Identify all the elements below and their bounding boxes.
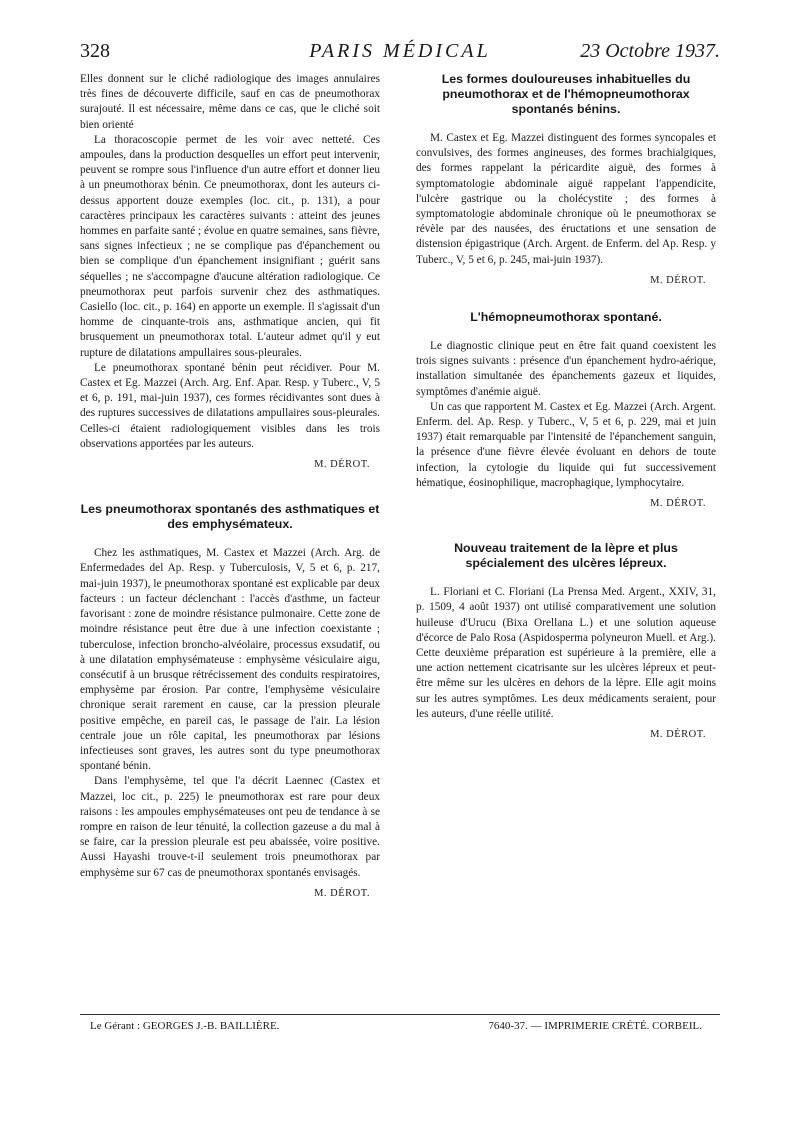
signature: M. DÉROT. — [650, 274, 706, 286]
signature: M. DÉROT. — [650, 498, 706, 510]
left-column — [80, 72, 380, 901]
paragraph: La thoracoscopie permet de les voir avec netteté. Ces ampoules, dans la production desquelles un effort peut intervenir, peuvent se rompre sous l'influence d'un autre effort et donner lieu à un pneumothorax bénin. Ce pneumothorax, dont les auteurs ci-dessus apportent douze exemples (loc. cit., p. 131), a pour caractères principaux les caractères suivants : atteint des jeunes hommes en parfaite santé ; évolue en quatre semaines, sans fièvre, sans signes infectieux ; ne se complique pas d'épanchement ou bien se complique d'un épanchement insignifiant ; guérit sans séquelles ; ne s'accompagne d'aucune altération radiologique. Ce pneumothorax peut parfois survenir chez des asthmatiques. Casiello (loc. cit., p. 164) en apporte un exemple. Il s'agissait d'un homme de cinquante-trois ans, asthmatique ancien, qui fit brusquement un pneumothorax total. L'auteur admet qu'il y eut rupture de dilatations ampullaires sous-pleurales. — [80, 133, 380, 359]
section-heading: Les formes douloureuses inhabituelles du pneumothorax et de l'hémopneumothorax spontanés bénins. — [441, 72, 691, 116]
journal-title: PARIS MÉDICAL — [309, 40, 491, 62]
footer-printer: 7640-37. — IMPRIMERIE CRÉTÉ. CORBEIL. — [488, 1020, 702, 1032]
paragraph: Dans l'emphysème, tel que l'a décrit Laennec (Castex et Mazzei, loc cit., p. 225) le pneumothorax est rare pour deux raisons : les ampoules emphysémateuses ont peu de tendance à se rompre en raison de leur ténuité, la collection gazeuse a du mal à se faire, car la pression pleurale est peu abaissée, voire positive. Aussi Hayashi trouve-t-il seulement trois pneumothorax par emphysème sur 67 cas de pneumothorax spontanés envisagés. — [80, 775, 380, 879]
paragraph: L. Floriani et C. Floriani (La Prensa Med. Argent., XXIV, 31, p. 1509, 4 août 1937) ont utilisé comparativement une solution huileuse d'Urucu (Bixa Orellana L.) et une solution aqueuse d'écorce de Palo Rosa (Aspidosperma polyneuron Muell. et Arg.). Cette deuxième préparation est supérieure à la première, elle a une action nettement cicatrisante sur les ulcères lépreux et peut-être même sur les ulcères en dehors de la lèpre. Elle agit moins sur les autres symptômes. Les deux médicaments seraient, pour les auteurs, d'une réelle utilité. — [416, 586, 716, 720]
section-heading: Nouveau traitement de la lèpre et plus spécialement des ulcères lépreux. — [454, 541, 678, 571]
paragraph: Le diagnostic clinique peut en être fait quand coexistent les trois signes suivants : présence d'un épanchement hydro-aérique, installation simultanée des épanchements gazeux et liquides, symptômes d'anémie aiguë. — [416, 340, 716, 398]
paragraph: M. Castex et Eg. Mazzei distinguent des formes syncopales et convulsives, des formes angineuses, des formes brachialgiques, des formes rappelant la péricardite aiguë, des formes à symptomatologie abdominale aiguë rappelant l'appendicite, l'ulcère gastrique ou la cholécystite ; des formes à symptomatologie abdominale chronique où le pneumothorax se révèle par des nausées, des éructations et une sensation de distension épigastrique (Arch. Argent. de Enferm. del Ap. Resp. y Tuberc., V, 5 et 6, p. 245, mai-juin 1937). — [416, 132, 716, 266]
right-column — [416, 72, 716, 742]
section-heading: Les pneumothorax spontanés des asthmatiques et des emphysémateux. — [80, 502, 380, 532]
paragraph: Le pneumothorax spontané bénin peut récidiver. Pour M. Castex et Eg. Mazzei (Arch. Arg. Enf. Apar. Resp. y Tuberc., V, 5 et 6, p. 191, mai-juin 1937), ces formes récidivantes sont dues à des ruptures successives de dilatations ampullaires sous-pleurales. Celles-ci étaient radiologiquement visibles dans les trois observations apportées par les auteurs. — [80, 361, 380, 450]
paragraph: Chez les asthmatiques, M. Castex et Mazzei (Arch. Arg. de Enfermedades del Ap. Resp. y Tuberculosis, V, 5 et 6, p. 217, mai-juin 1937), le pneumothorax spontané est explicable par deux facteurs : un facteur déclenchant : l'accès d'asthme, un facteur favorisant : zone de moindre résistance pulmonaire. Cette zone de moindre résistance peut être due à une infection coexistante ; tuberculose, infection broncho-alvéolaire, processus exsudatif, ou à une dilatation emphysémateuse : emphysème vésiculaire aigu, consécutif à un brusque rétrécissement des conduits respiratoires, emphysème par érosion. Par contre, l'emphysème vésiculaire chronique serait rarement en cause, car la pression pleurale positive empêche, en pareil cas, le passage de l'air. La lésion centrale joue un rôle capital, les pneumothorax par lésions infectieuses sont graves, les autres sont du type pneumothorax spontané bénin. — [80, 547, 380, 773]
paragraph: Un cas que rapportent M. Castex et Eg. Mazzei (Arch. Argent. Enferm. del. Ap. Resp. y Tuberc., V, 5 et 6, p. 229, mai et juin 1937) était remarquable par l'intensité de l'épanchement sanguin, la présence d'une fièvre élevée évoluant en dehors de toute infection, la cytologie du liquide qui fut successivement hématique, éosinophilique, macrophagique, lymphocytaire. — [416, 400, 716, 489]
footer-manager: Le Gérant : GEORGES J.-B. BAILLIÈRE. — [90, 1020, 280, 1032]
signature: M. DÉROT. — [650, 729, 706, 741]
signature: M. DÉROT. — [314, 459, 370, 471]
issue-date: 23 Octobre 1937. — [580, 40, 720, 62]
page-header — [80, 40, 720, 70]
footer-rule — [80, 1014, 720, 1015]
section-heading: L'hémopneumothorax spontané. — [470, 310, 662, 325]
signature: M. DÉROT. — [314, 887, 370, 899]
page-number: 328 — [80, 40, 110, 62]
paragraph: Elles donnent sur le cliché radiologique des images annulaires très fines de découverte difficile, sauf en cas de pneumothorax surajouté. Il est nécessaire, même dans ce cas, que le cliché soit bien orienté — [80, 73, 380, 131]
